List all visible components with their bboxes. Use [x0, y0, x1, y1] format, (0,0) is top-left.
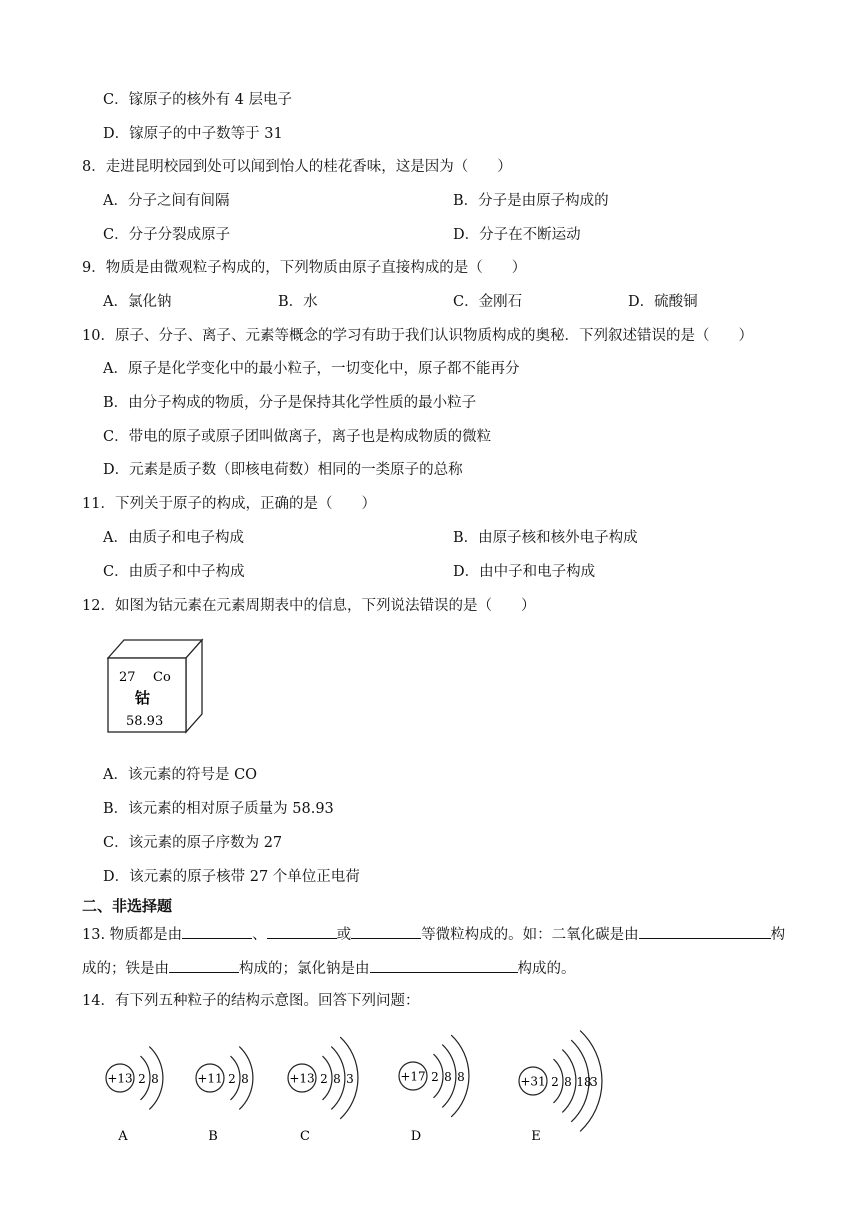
q13-text: 构	[770, 927, 786, 943]
nucleus-charge: +13	[289, 1071, 315, 1086]
q8-option-a: A．分子之间有间隔	[103, 193, 230, 209]
diagram-label: A	[118, 1129, 128, 1144]
shell-electron-count: 2	[228, 1072, 236, 1086]
q12-option-c: C．该元素的原子序数为 27	[103, 835, 283, 851]
section-heading: 二、非选择题	[82, 897, 173, 915]
q9-option-d: D．硫酸铜	[628, 294, 698, 310]
answer-blank[interactable]	[182, 923, 252, 939]
shell-electron-count: 8	[151, 1072, 159, 1086]
shell-electron-count: 3	[590, 1075, 598, 1089]
shell-electron-count: 8	[564, 1075, 572, 1089]
q10-option-a: A．原子是化学变化中的最小粒子，一切变化中，原子都不能再分	[103, 361, 520, 377]
atom-diagram-a	[106, 1047, 163, 1144]
shell-electron-count: 8	[333, 1072, 341, 1086]
diagram-label: B	[208, 1129, 218, 1144]
q9-stem: 9．物质是由微观粒子构成的，下列物质由原子直接构成的是（ ）	[82, 260, 527, 276]
q14-stem: 14．有下列五种粒子的结构示意图。回答下列问题：	[82, 993, 420, 1009]
shell-electron-count: 2	[551, 1075, 559, 1089]
q11-stem: 11．下列关于原子的构成，正确的是（ ）	[82, 496, 376, 512]
diagram-label: C	[300, 1129, 310, 1144]
atom-diagram-d	[399, 1035, 469, 1144]
nucleus-charge: +31	[520, 1074, 546, 1089]
nucleus-charge: +17	[400, 1069, 426, 1084]
element-number: 27	[119, 670, 136, 685]
answer-blank[interactable]	[370, 957, 518, 973]
atom-diagram-c	[288, 1037, 358, 1144]
q13-text: 等微粒构成的。如：二氧化碳是由	[421, 927, 639, 943]
nucleus-charge: +13	[107, 1071, 133, 1086]
q10-option-b: B．由分子构成的物质，分子是保持其化学性质的最小粒子	[103, 395, 477, 411]
q13-text: 成的；铁是由	[82, 961, 169, 977]
q8-option-d: D．分子在不断运动	[453, 227, 581, 243]
q12-stem: 12．如图为钴元素在元素周期表中的信息，下列说法错误的是（ ）	[82, 598, 536, 614]
answer-blank[interactable]	[639, 923, 771, 939]
q10-stem: 10．原子、分子、离子、元素等概念的学习有助于我们认识物质构成的奥秘．下列叙述错误的是（ ）	[82, 328, 753, 344]
atom-diagram-b	[196, 1047, 253, 1144]
q8-stem: 8．走进昆明校园到处可以闻到怡人的桂花香味，这是因为（ ）	[82, 159, 512, 175]
q12-option-b: B．该元素的相对原子质量为 58.93	[103, 801, 334, 817]
element-mass: 58.93	[126, 714, 164, 729]
answer-blank[interactable]	[351, 923, 421, 939]
q11-option-d: D．由中子和电子构成	[453, 564, 596, 580]
q13-text: 、	[252, 927, 267, 943]
q11-option-b: B．由原子核和核外电子构成	[453, 530, 638, 546]
q10-option-d: D．元素是质子数（即核电荷数）相同的一类原子的总称	[103, 462, 463, 478]
atom-diagram-e	[519, 1031, 602, 1144]
q13-text: 构成的；氯化钠是由	[239, 961, 370, 977]
shell-electron-count: 8	[457, 1070, 465, 1084]
q13-line2	[82, 957, 576, 979]
q11-option-c: C．由质子和中子构成	[103, 564, 245, 580]
shell-electron-count: 8	[444, 1070, 452, 1084]
shell-electron-count: 18	[576, 1075, 592, 1089]
element-symbol: Co	[153, 670, 171, 685]
shell-electron-count: 2	[138, 1072, 146, 1086]
shell-electron-count: 3	[346, 1072, 354, 1086]
element-name: 钴	[135, 689, 151, 707]
q9-option-a: A．氯化钠	[103, 294, 172, 310]
cobalt-element-card	[104, 636, 206, 734]
nucleus-charge: +11	[197, 1071, 223, 1086]
q10-option-c: C．带电的原子或原子团叫做离子，离子也是构成物质的微粒	[103, 429, 492, 445]
q12-option-a: A．该元素的符号是 CO	[103, 767, 258, 783]
answer-blank[interactable]	[267, 923, 337, 939]
diagram-label: E	[531, 1129, 541, 1144]
answer-blank[interactable]	[169, 957, 239, 973]
atom-structure-diagrams	[90, 1015, 630, 1150]
q9-option-c: C．金刚石	[453, 294, 523, 310]
q8-option-c: C．分子分裂成原子	[103, 227, 231, 243]
q13-text: 构成的。	[517, 961, 576, 977]
q13-line1	[82, 923, 785, 945]
q11-option-a: A．由质子和电子构成	[103, 530, 244, 546]
q12-option-d: D．该元素的原子核带 27 个单位正电荷	[103, 869, 360, 885]
q7-option-d: D．镓原子的中子数等于 31	[103, 126, 283, 142]
q9-option-b: B．水	[278, 294, 318, 310]
q13-text: 或	[336, 927, 352, 943]
shell-electron-count: 2	[431, 1070, 439, 1084]
shell-electron-count: 2	[320, 1072, 328, 1086]
q8-option-b: B．分子是由原子构成的	[453, 193, 609, 209]
q13-text: 13. 物质都是由	[82, 927, 183, 943]
shell-electron-count: 8	[241, 1072, 249, 1086]
q7-option-c: C．镓原子的核外有 4 层电子	[103, 92, 293, 108]
diagram-label: D	[410, 1129, 422, 1144]
